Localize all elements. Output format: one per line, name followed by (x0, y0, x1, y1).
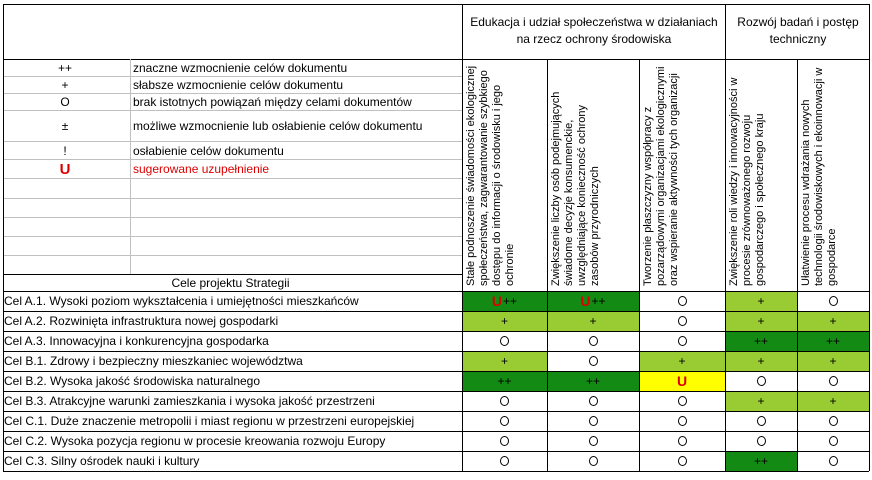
no-relation-mark (757, 376, 766, 386)
matrix-cell (639, 291, 725, 311)
matrix-cell (462, 451, 547, 471)
relation-mark: ++ (753, 454, 768, 468)
column-header-4: Zwiększenie roli wiedzy i innowacyjności w procesie zrównoważonego rozwoju gospodarczego i społecznego kraju (728, 77, 766, 286)
no-relation-mark (829, 416, 838, 426)
relation-mark: ++ (753, 334, 768, 348)
matrix-cell (725, 431, 797, 451)
no-relation-mark (678, 456, 687, 466)
grid-line (462, 4, 463, 471)
grid-line (462, 59, 869, 60)
no-relation-mark (589, 456, 598, 466)
relation-mark: + (757, 314, 765, 328)
matrix-cell (725, 371, 797, 391)
relation-mark: + (500, 314, 508, 328)
no-relation-mark (500, 396, 509, 406)
grid-line (4, 110, 462, 111)
matrix-cell (547, 431, 639, 451)
legend-symbol: U (59, 161, 71, 178)
matrix-cell (725, 331, 797, 351)
matrix-cell (639, 451, 725, 471)
goal-label: Cel A.1. Wysoki poziom wykształcenia i umiejętności mieszkańców (4, 294, 359, 308)
relation-mark: ++ (591, 294, 606, 308)
legend-description: brak istotnych powiązań między celami dokumentów (133, 95, 412, 109)
goal-label: Cel B.2. Wysoka jakość środowiska naturalnego (4, 374, 261, 388)
matrix-cell (547, 351, 639, 371)
legend-symbol: + (61, 78, 69, 92)
matrix-cell (462, 371, 547, 391)
no-relation-mark (500, 416, 509, 426)
grid-line (4, 159, 462, 160)
no-relation-mark (589, 336, 598, 346)
legend-symbol: ! (63, 144, 67, 158)
grid-line (3, 59, 462, 60)
no-relation-mark (678, 316, 687, 326)
relation-mark: + (757, 354, 765, 368)
grid-line (3, 371, 869, 372)
goal-label: Cel A.2. Rozwinięta infrastruktura nowej gospodarki (4, 314, 279, 328)
no-relation-mark (589, 356, 598, 366)
matrix-cell (797, 311, 869, 331)
grid-line (3, 4, 869, 5)
goal-label: Cel B.1. Zdrowy i bezpieczny mieszkaniec województwa (4, 354, 303, 368)
matrix-cell (462, 311, 547, 331)
matrix-cell (797, 331, 869, 351)
grid-line (639, 59, 640, 471)
grid-line (130, 59, 131, 274)
legend-description: znaczne wzmocnienie celów dokumentu (133, 61, 348, 75)
grid-line (4, 217, 462, 218)
relation-mark: ++ (503, 294, 518, 308)
grid-line (3, 391, 869, 392)
no-relation-mark (678, 296, 687, 306)
grid-line (3, 4, 4, 471)
matrix-cell (462, 331, 547, 351)
grid-line (3, 451, 869, 452)
matrix-cell (797, 351, 869, 371)
relation-mark: ++ (585, 374, 600, 388)
matrix-cell (725, 291, 797, 311)
no-relation-mark (829, 456, 838, 466)
matrix-cell (547, 291, 639, 311)
relation-mark: ++ (825, 334, 840, 348)
relation-mark: + (589, 314, 597, 328)
grid-line (3, 311, 869, 312)
column-header-5: Ułatwienie procesu wdrażania nowych technologii środowiskowych i ekoinnowacji w gospodarce (800, 67, 838, 286)
grid-line (3, 351, 869, 352)
grid-line (4, 198, 462, 199)
relation-mark: ++ (497, 374, 512, 388)
no-relation-mark (589, 436, 598, 446)
matrix-cell (797, 371, 869, 391)
goal-label: Cel C.1. Duże znaczenie metropolii i miast regionu w przestrzeni europejskiej (4, 414, 415, 428)
relation-mark: + (829, 394, 837, 408)
matrix-cell (639, 311, 725, 331)
goals-title: Cele projektu Strategii (171, 276, 290, 290)
matrix-cell (547, 331, 639, 351)
no-relation-mark (500, 436, 509, 446)
no-relation-mark (589, 416, 598, 426)
grid-line (4, 178, 462, 179)
relation-mark: + (678, 354, 686, 368)
grid-line (3, 471, 869, 472)
matrix-cell (547, 311, 639, 331)
suggested-addition-mark: U (491, 293, 503, 309)
relation-mark: + (500, 354, 508, 368)
no-relation-mark (678, 416, 687, 426)
matrix-cell (639, 331, 725, 351)
grid-line (3, 291, 869, 292)
matrix-cell (462, 411, 547, 431)
no-relation-mark (757, 416, 766, 426)
no-relation-mark (829, 436, 838, 446)
matrix-cell (639, 371, 725, 391)
no-relation-mark (678, 436, 687, 446)
goal-label: Cel A.3. Innowacyjna i konkurencyjna gospodarka (4, 334, 269, 348)
matrix-cell (797, 391, 869, 411)
grid-line (547, 59, 548, 471)
relation-mark: + (757, 394, 765, 408)
grid-line (3, 431, 869, 432)
matrix-cell (725, 451, 797, 471)
goal-label: Cel B.3. Atrakcyjne warunki zamieszkania i wysoka jakość przestrzeni (4, 394, 375, 408)
legend-symbol: ± (61, 119, 69, 133)
legend-description: sugerowane uzupełnienie (133, 162, 270, 176)
matrix-cell (547, 371, 639, 391)
no-relation-mark (500, 456, 509, 466)
legend-symbol: ++ (57, 61, 72, 75)
matrix-cell (462, 291, 547, 311)
relation-mark: + (829, 354, 837, 368)
grid-line (4, 255, 462, 256)
no-relation-mark (829, 376, 838, 386)
grid-line (725, 4, 726, 471)
no-relation-mark (829, 296, 838, 306)
matrix-cell (639, 351, 725, 371)
legend-description: osłabienie celów dokumentu (133, 144, 284, 158)
grid-line (3, 274, 462, 275)
matrix-cell (462, 391, 547, 411)
legend-symbol: O (60, 95, 70, 109)
grid-line (4, 236, 462, 237)
no-relation-mark (589, 396, 598, 406)
relation-mark: + (757, 294, 765, 308)
no-relation-mark (757, 436, 766, 446)
matrix-cell (725, 311, 797, 331)
grid-line (4, 76, 462, 77)
matrix-cell (797, 431, 869, 451)
group-header-education: Edukacja i udział społeczeństwa w działaniach na rzecz ochrony środowiska (470, 15, 718, 46)
matrix-cell (725, 391, 797, 411)
matrix-cell (797, 451, 869, 471)
matrix-cell (725, 351, 797, 371)
grid-line (4, 93, 462, 94)
legend-description: możliwe wzmocnienie lub osłabienie celów dokumentu (133, 119, 423, 133)
suggested-addition-mark: U (676, 373, 688, 389)
no-relation-mark (500, 336, 509, 346)
no-relation-mark (678, 396, 687, 406)
matrix-cell (462, 431, 547, 451)
legend-description: słabsze wzmocnienie celów dokumentu (133, 78, 344, 92)
grid-line (3, 331, 869, 332)
grid-line (869, 4, 870, 471)
matrix-cell (797, 291, 869, 311)
matrix-cell (547, 391, 639, 411)
grid-line (797, 59, 798, 471)
column-header-2: Zwiększenie liczby osób podejmujących świadome decyzje konsumenckie, uwzględniające konieczność ochrony zasobów przyrodniczych (550, 91, 601, 286)
matrix-cell (639, 411, 725, 431)
matrix-cell (797, 411, 869, 431)
column-header-1: Stałe podnoszenie świadomości ekologicznej społeczeństwa, zagwarantowanie szybkiego dostępu do informacji o środowisku i jego ochronie (465, 65, 516, 286)
group-header-research: Rozwój badań i postęp techniczny (737, 15, 859, 46)
matrix-cell (547, 451, 639, 471)
goal-label: Cel C.3. Silny ośrodek nauki i kultury (4, 454, 200, 468)
suggested-addition-mark: U (580, 293, 591, 309)
no-relation-mark (678, 336, 687, 346)
relation-mark: + (829, 314, 837, 328)
matrix-cell (462, 351, 547, 371)
grid-line (3, 411, 869, 412)
column-header-3: Tworzenie płaszczyzny współpracy z pozarządowymi organizacjami ekologicznymi oraz wspieranie aktywności tych organizacji (642, 66, 680, 286)
matrix-cell (639, 391, 725, 411)
goal-label: Cel C.2. Wysoka pozycja regionu w procesie kreowania rozwoju Europy (4, 434, 386, 448)
grid-line (4, 141, 462, 142)
matrix-cell (725, 411, 797, 431)
matrix-cell (547, 411, 639, 431)
matrix-cell (639, 431, 725, 451)
